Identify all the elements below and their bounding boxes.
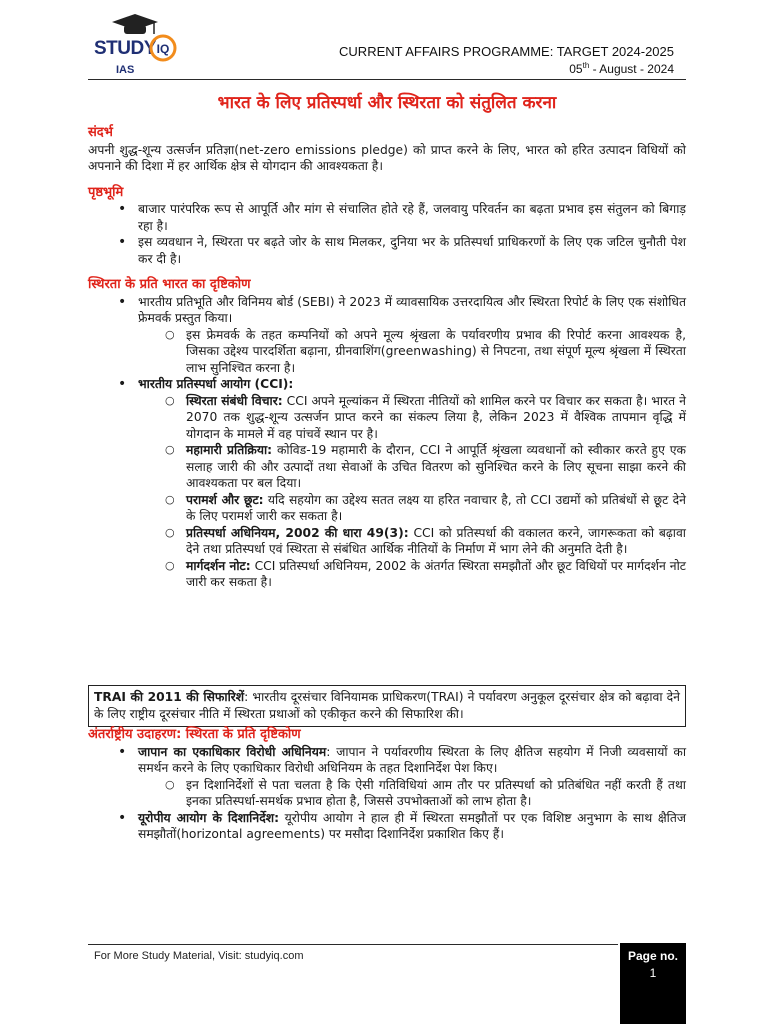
trai-box (88, 685, 686, 727)
cci-item (88, 376, 686, 591)
japan-subitem: ○ इन दिशानिर्देशों से पता चलता है कि ऐसी गतिविधियां आम तौर पर प्रतिस्पर्धा को प्रतिबंधित नहीं करती हैं तथा इनका प्रतिस्पर्धा-समर्थक प्रभाव होता है, जिससे उपभोक्ताओं को लाभ होता है। (138, 777, 686, 810)
footer-text: For More Study Material, Visit: studyiq.com (94, 950, 304, 962)
programme-title: CURRENT AFFAIRS PROGRAMME: TARGET 2024-2025 (339, 44, 674, 59)
cci-subitem: ○ महामारी प्रतिक्रिया: कोविड-19 महामारी के दौरान, CCI ने आपूर्ति श्रृंखला व्यवधानों को स्वीकार करते हुए एक सलाह जारी की और उत्पादों तथा सेवाओं के उचित वितरण को सुनिश्चित करने के लिए सूचना साझा करने की आवश्यकता पर बल दिया। (138, 442, 686, 492)
logo-ias-text: IAS (116, 64, 135, 76)
list-item: • इस व्यवधान ने, स्थिरता पर बढ़ते जोर के साथ मिलकर, दुनिया भर के प्रतिस्पर्धा प्राधिकरणों के लिए एक जटिल चुनौती पेश कर दी है। (88, 234, 686, 267)
trai-key: TRAI की 2011 की सिफारिशें (94, 690, 245, 704)
list-item: • बाजार पारंपरिक रूप से आपूर्ति और मांग से संचालित होते रहे हैं, जलवायु परिवर्तन का बढ़ता प्रभाव इस संतुलन को बिगाड़ रहा है। (88, 201, 686, 234)
sebi-text: भारतीय प्रतिभूति और विनिमय बोर्ड (SEBI) ने 2023 में व्यावसायिक उत्तरदायित्व और स्थिरता रिपोर्ट के लिए एक संशोधित फ्रेमवर्क प्रस्तुत किया। (138, 294, 686, 325)
sebi-subitem: ○ इस फ्रेमवर्क के तहत कम्पनियों को अपने मूल्य श्रृंखला के पर्यावरणीय प्रभाव की रिपोर्ट करना आवश्यक है, जिसका उद्देश्य पारदर्शिता बढ़ाना, ग्रीनवाशिंग(greenwashing) से निपटना, तथा संपूर्ण मूल्य श्रृंखला में स्थिरता लाभ सुनिश्चित करना है। (138, 327, 686, 377)
logo-iq-badge (148, 34, 178, 62)
cci-label: भारतीय प्रतिस्पर्धा आयोग (CCI): (138, 377, 294, 391)
international-heading: अंतर्राष्ट्रीय उदाहरण: स्थिरता के प्रति दृष्टिकोण (88, 727, 301, 742)
page-number-box (620, 943, 686, 1024)
eu-item: • यूरोपीय आयोग के दिशानिर्देश: यूरोपीय आयोग ने हाल ही में स्थिरता समझौतों पर एक विशिष्ट अनुभाग के साथ क्षैतिज समझौतों(horizontal agreements) पर मसौदा दिशानिर्देश प्रकाशित किए हैं। (88, 810, 686, 843)
context-section (88, 125, 686, 175)
programme-date (569, 61, 674, 76)
cci-subitem: ○ प्रतिस्पर्धा अधिनियम, 2002 की धारा 49(3): CCI को प्रतिस्पर्धा की वकालत करने, जागरूकता को बढ़ावा देने तथा प्रतिस्पर्धा एवं स्थिरता से संबंधित आर्थिक नीतियों के निर्माण में भाग लेने की अनुमति देती है। (138, 525, 686, 558)
sebi-item (88, 294, 686, 377)
date-rest: - August - 2024 (589, 62, 674, 76)
cci-subitem: ○ परामर्श और छूट: यदि सहयोग का उद्देश्य सतत लक्ष्य या हरित नवाचार है, तो CCI उद्यमों को प्रतिबंधों से छूट देने के लिए परामर्श जारी कर सकता है। (138, 492, 686, 525)
india-view-section (88, 277, 686, 591)
date-day: 05 (569, 62, 583, 76)
context-heading: संदर्भ (88, 125, 113, 140)
date-suffix: th (582, 61, 590, 70)
logo-iq-text: IQ (156, 42, 170, 56)
header-divider (88, 79, 686, 80)
article-title: भारत के लिए प्रतिस्पर्धा और स्थिरता को संतुलित करना (217, 93, 557, 113)
trai-text: : भारतीय दूरसंचार विनियामक प्राधिकरण(TRAI) ने पर्यावरण अनुकूल दूरसंचार क्षेत्र को बढ़ावा देने के लिए राष्ट्रीय दूरसंचार नीति में स्थिरता प्रथाओं को एकीकृत करने की सिफारिश की। (94, 690, 681, 721)
logo-text: STUDY (94, 38, 156, 59)
india-view-heading: स्थिरता के प्रति भारत का दृष्टिकोण (88, 277, 251, 292)
japan-item: • जापान का एकाधिकार विरोधी अधिनियम: जापान ने पर्यावरणीय स्थिरता के लिए क्षैतिज सहयोग में निजी व्यवसायों का समर्थन करने के लिए एकाधिकार विरोधी अधिनियम के तहत दिशानिर्देश पेश किए। ○ इन दिशानिर्देशों से पता चलता है कि ऐसी गतिविधियां आम तौर पर प्रतिस्पर्धा को प्रतिबंधित नहीं करती हैं तथा इनका प्रतिस्पर्धा-समर्थक प्रभाव होता है, जिससे उपभोक्ताओं को लाभ होता है। (88, 744, 686, 810)
footer-divider (88, 944, 618, 945)
article-body (88, 125, 686, 601)
international-section (88, 727, 686, 843)
context-text: अपनी शुद्ध-शून्य उत्सर्जन प्रतिज्ञा(net-zero emissions pledge) को प्राप्त करने के लिए, भारत को हरित उत्पादन विधियों को अपनाने की दिशा में हर आर्थिक क्षेत्र से योगदान की आवश्यकता है। (88, 142, 686, 173)
page-number: 1 (649, 966, 657, 980)
cci-subitem: ○ मार्गदर्शन नोट: CCI प्रतिस्पर्धा अधिनियम, 2002 के अंतर्गत स्थिरता समझौतों और छूट विधियों पर मार्गदर्शन नोट जारी कर सकता है। (138, 558, 686, 591)
background-heading: पृष्ठभूमि (88, 184, 124, 200)
cci-subitem: ○ स्थिरता संबंधी विचार: CCI अपने मूल्यांकन में स्थिरता नीतियों को शामिल करने पर विचार कर सकता है। भारत ने 2070 तक शुद्ध-शून्य उत्सर्जन प्राप्त करने का संकल्प लिया है, लेकिन 2023 में वैश्विक तापमान वृद्धि में योगदान के मामले में वह पांचवें स्थान पर है। (138, 393, 686, 443)
page-label: Page no. (627, 949, 678, 963)
background-section (88, 185, 686, 268)
